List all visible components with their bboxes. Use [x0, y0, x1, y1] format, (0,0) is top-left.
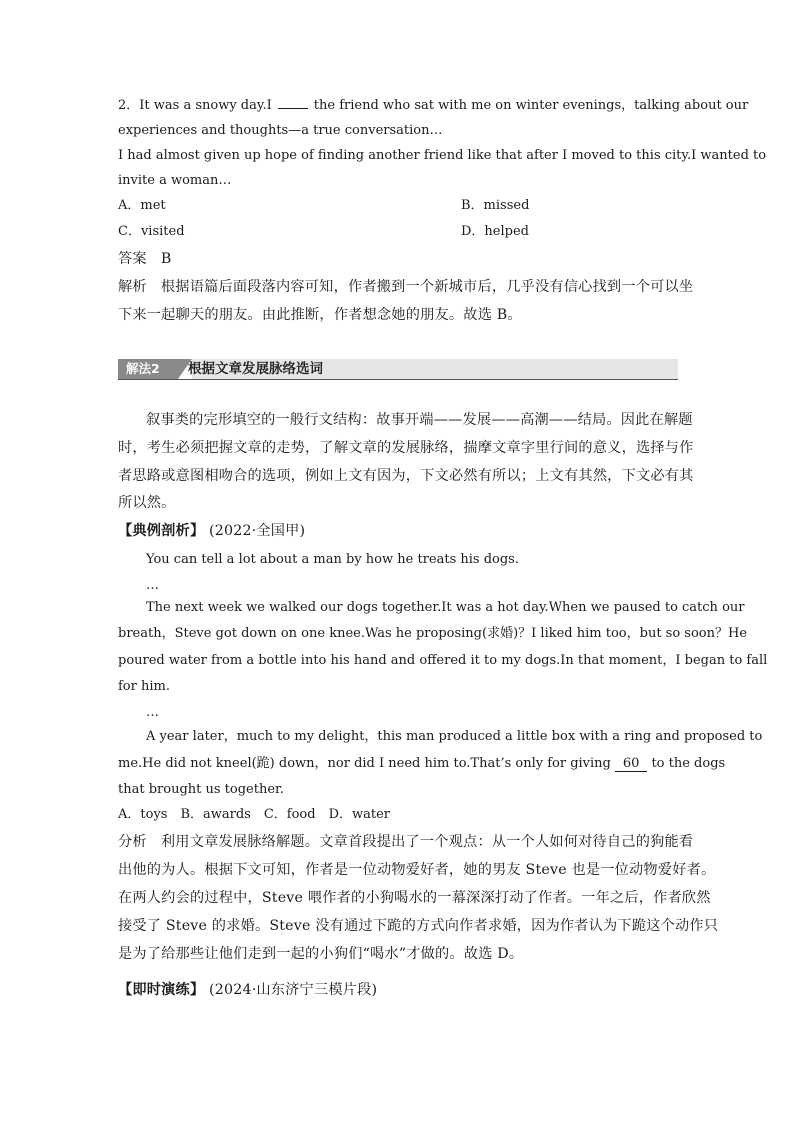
example-p2-line-4: for him.	[118, 679, 170, 694]
practice-source: (2024·山东济宁三模片段)	[209, 982, 378, 998]
analysis-text-1: 根据语篇后面段落内容可知，作者搬到一个新城市后，几乎没有信心找到一个可以坐	[160, 279, 694, 295]
q2-options-row-2	[118, 222, 678, 242]
answer-blank	[278, 96, 308, 109]
example-ellipsis-1: …	[146, 578, 159, 593]
example-p3-line-1: A year later，much to my delight，this man produced a little box with a ring and proposed to	[146, 729, 763, 744]
example-analysis-line-5: 是为了给那些让他们走到一起的小狗们“喝水”才做的。故选 D。	[118, 946, 524, 962]
q2-text-end: the friend who sat with me on winter evenings，talking about our	[313, 98, 749, 113]
example-label: 【典例剖析】	[118, 523, 205, 539]
answer-value: B	[160, 251, 172, 267]
example-source: (2022·全国甲)	[209, 523, 306, 539]
example-analysis-line-3: 在两人约会的过程中，Steve 喂作者的小狗喝水的一幕深深打动了作者。一年之后，作者欣然	[118, 890, 711, 906]
option-a: A．met	[118, 198, 166, 213]
example-analysis-line-1	[118, 832, 694, 852]
example-analysis-text-1: 利用文章发展脉络解题。文章首段提出了一个观点：从一个人如何对待自己的狗能看	[160, 834, 694, 850]
q2-line-2: experiences and thoughts—a true conversation…	[118, 123, 443, 138]
q2-text-start: 2．It was a snowy day.I	[118, 98, 272, 113]
q2-line-3: I had almost given up hope of finding another friend like that after I moved to this city.I wanted to	[118, 148, 767, 163]
analysis-label: 解析	[118, 279, 147, 295]
question-number-blank: 60	[615, 757, 648, 772]
example-p3-line-2	[118, 754, 726, 774]
example-header	[118, 521, 678, 541]
intro-line-3: 者思路或意图相吻合的选项，例如上文有因为，下文必然有所以；上文有其然，下文必有其	[118, 468, 694, 484]
q2-answer	[118, 249, 678, 269]
example-p1: You can tell a lot about a man by how he treats his dogs.	[146, 552, 519, 567]
q2-line-4: invite a woman…	[118, 173, 232, 188]
practice-header	[118, 980, 678, 1000]
intro-line-1: 叙事类的完形填空的一般行文结构：故事开端——发展——高潮——结局。因此在解题	[146, 412, 693, 428]
example-analysis-line-2: 出他的为人。根据下文可知，作者是一位动物爱好者，她的男友 Steve 也是一位动物爱好者。	[118, 862, 716, 878]
intro-line-4: 所以然。	[118, 495, 176, 511]
example-ellipsis-2: …	[146, 705, 159, 720]
q2-analysis-line-2: 下来一起聊天的朋友。由此推断，作者想念她的朋友。故选 B。	[118, 307, 522, 323]
example-p2-line-1: The next week we walked our dogs together.It was a hot day.When we paused to catch our	[146, 600, 745, 615]
example-p3-line-3: that brought us together.	[118, 782, 284, 797]
option-d: D．helped	[461, 224, 529, 239]
example-p2-line-2: breath，Steve got down on one knee.Was he proposing(求婚)？I liked him too，but so soon？He	[118, 626, 748, 641]
method-header	[118, 359, 678, 380]
intro-line-2: 时，考生必须把握文章的走势，了解文章的发展脉络，揣摩文章字里行间的意义，选择与作	[118, 440, 694, 456]
practice-label: 【即时演练】	[118, 982, 205, 998]
method-title: 根据文章发展脉络选词	[188, 361, 323, 377]
answer-label: 答案	[118, 251, 147, 267]
q2-options-row-1	[118, 196, 678, 216]
p3-text-end: to the dogs	[651, 756, 726, 771]
q2-analysis-line-1	[118, 277, 694, 297]
p3-text-start: me.He did not kneel(跪) down，nor did I need him to.That’s only for giving	[118, 756, 611, 771]
q2-line-1	[118, 96, 749, 116]
option-c: C．visited	[118, 224, 185, 239]
option-b: B．missed	[461, 198, 530, 213]
method-label: 解法2	[118, 359, 178, 379]
example-p2-line-3: poured water from a bottle into his hand and offered it to my dogs.In that moment，I began to fall	[118, 653, 768, 668]
example-analysis-label: 分析	[118, 834, 147, 850]
example-options: A．toys B．awards C．food D．water	[118, 807, 391, 822]
example-analysis-line-4: 接受了 Steve 的求婚。Steve 没有通过下跪的方式向作者求婚，因为作者认为下跪这个动作只	[118, 918, 719, 934]
